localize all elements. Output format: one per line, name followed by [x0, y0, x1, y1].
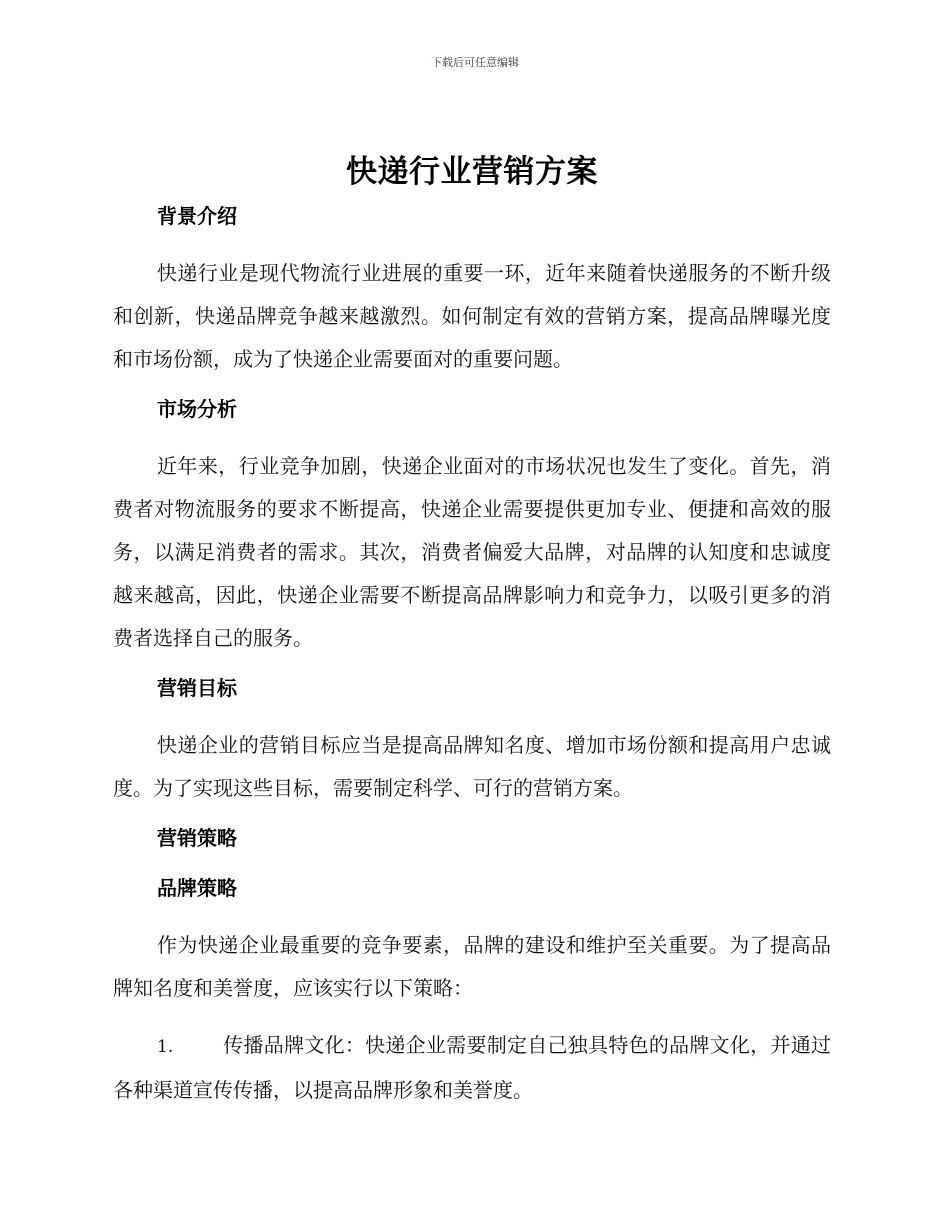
list-item-number: 1. [157, 1037, 174, 1057]
paragraph-market: 近年来，行业竞争加剧，快递企业面对的市场状况也发生了变化。首先，消费者对物流服务的要求不断提高，快递企业需要提供更加专业、便捷和高效的服务，以满足消费者的需求。其次，消费者偏爱大品牌，对品牌的认知度和忠诚度越来越高，因此，快递企业需要不断提高品牌影响力和竞争力，以吸引更多的消费者选择自己的服务。 [113, 454, 831, 650]
page-header-note: 下载后可任意编辑 [431, 56, 519, 69]
section-heading-strategy: 营销策略 [157, 826, 237, 850]
section-heading-market: 市场分析 [157, 397, 237, 421]
list-item-text: 传播品牌文化：快递企业需要制定自己独具特色的品牌文化，并通过各种渠道宣传传播，以提高品牌形象和美誉度。 [113, 1033, 831, 1102]
document-title: 快递行业营销方案 [346, 154, 598, 190]
paragraph-goal: 快递企业的营销目标应当是提高品牌知名度、增加市场份额和提高用户忠诚度。为了实现这些目标，需要制定科学、可行的营销方案。 [113, 733, 831, 800]
section-heading-brand: 品牌策略 [157, 876, 237, 900]
section-heading-goal: 营销目标 [157, 676, 237, 700]
paragraph-brand: 作为快递企业最重要的竞争要素，品牌的建设和维护至关重要。为了提高品牌知名度和美誉度，应该实行以下策略： [113, 933, 831, 1000]
paragraph-background: 快递行业是现代物流行业进展的重要一环，近年来随着快递服务的不断升级和创新，快递品牌竞争越来越激烈。如何制定有效的营销方案，提高品牌曝光度和市场份额，成为了快递企业需要面对的重要问题。 [113, 261, 831, 371]
document-body [113, 150, 831, 1126]
section-heading-background: 背景介绍 [157, 204, 237, 228]
list-item [113, 1024, 831, 1112]
